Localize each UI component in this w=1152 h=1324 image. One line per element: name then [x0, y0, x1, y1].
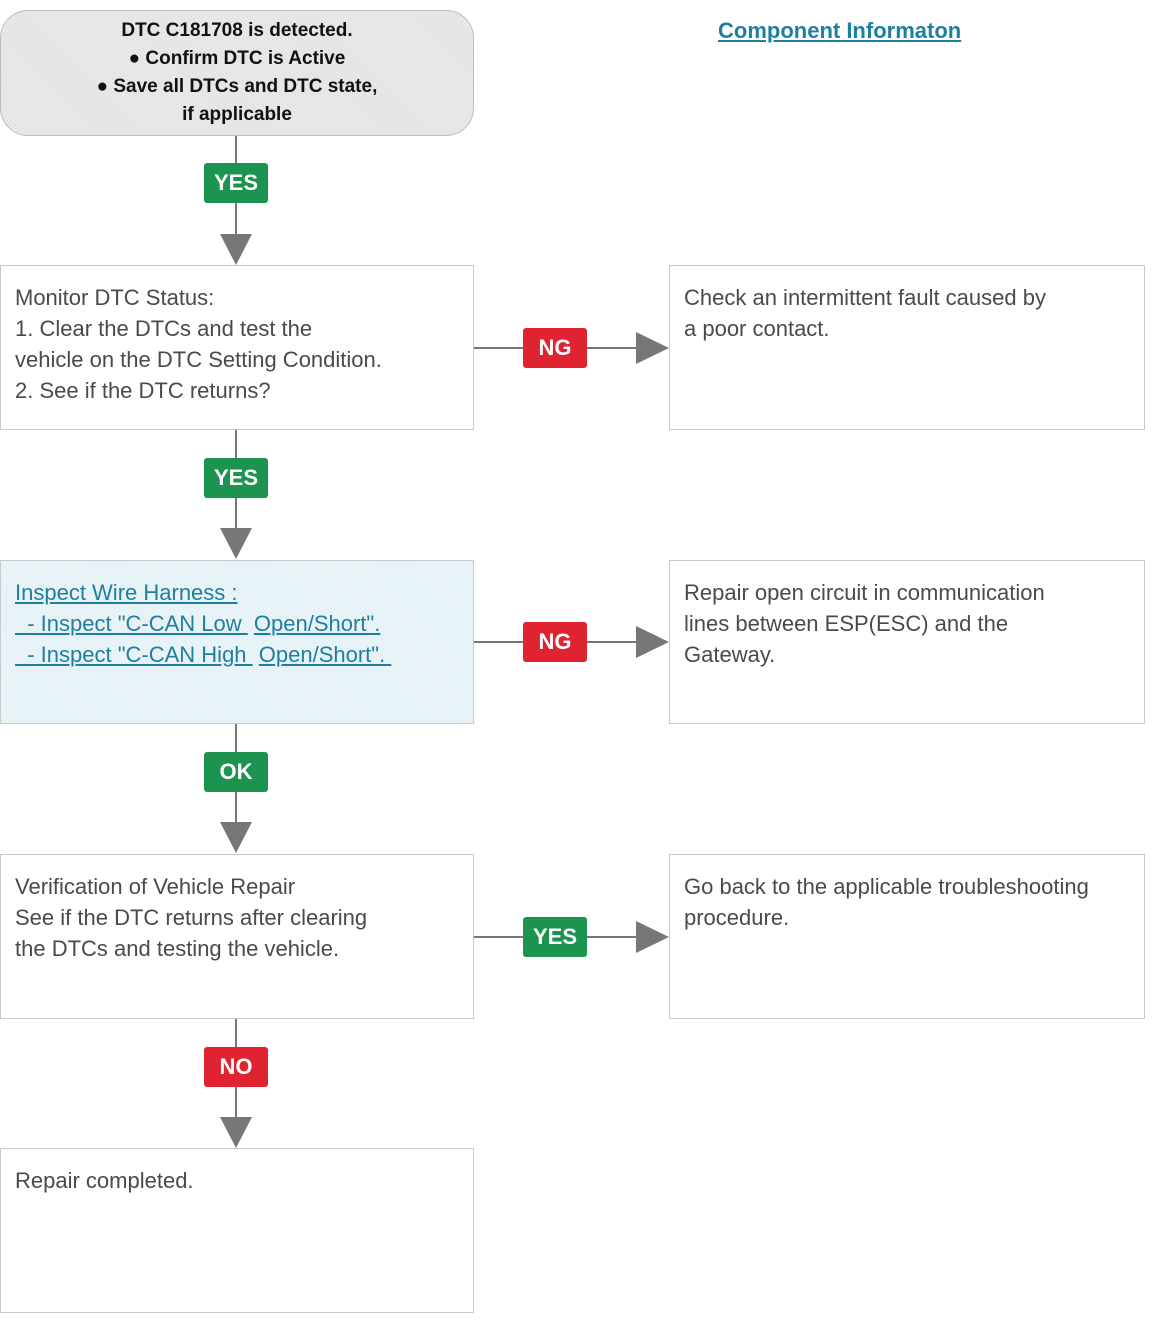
start-line-3: ● Save all DTCs and DTC state,	[96, 76, 378, 97]
arrow-down-icon	[220, 822, 252, 853]
ng-badge: NG	[523, 328, 587, 368]
go-back-box: Go back to the applicable troubleshooting procedure.	[669, 854, 1145, 1019]
inspect-wire-harness-box	[0, 560, 474, 724]
ng-badge: NG	[523, 622, 587, 662]
start-node	[0, 10, 474, 136]
start-line-4: if applicable	[182, 104, 292, 125]
c-can-low-open-short-link[interactable]: Open/Short".	[253, 611, 381, 636]
component-information-link[interactable]: Component Informaton	[718, 18, 962, 43]
monitor-dtc-status-box: Monitor DTC Status: 1. Clear the DTCs and test the vehicle on the DTC Setting Condition. 2. See if the DTC returns?	[0, 265, 474, 430]
yes-badge: YES	[523, 917, 587, 957]
intermittent-fault-box: Check an intermittent fault caused by a poor contact.	[669, 265, 1145, 430]
arrow-down-icon	[220, 528, 252, 559]
arrow-right-icon	[636, 626, 669, 658]
repair-completed-box: Repair completed.	[0, 1148, 474, 1313]
arrow-down-icon	[220, 234, 252, 265]
ok-badge: OK	[204, 752, 268, 792]
yes-badge: YES	[204, 163, 268, 203]
c-can-high-link[interactable]: - Inspect "C-CAN High	[15, 642, 253, 667]
yes-badge: YES	[204, 458, 268, 498]
arrow-down-icon	[220, 1117, 252, 1148]
inspect-wire-harness-link[interactable]: Inspect Wire Harness :	[15, 580, 238, 605]
start-line-1: DTC C181708 is detected.	[121, 20, 353, 41]
start-line-2: ● Confirm DTC is Active	[128, 48, 346, 69]
arrow-right-icon	[636, 921, 669, 953]
c-can-high-open-short-link[interactable]: Open/Short".	[258, 642, 392, 667]
c-can-low-link[interactable]: - Inspect "C-CAN Low	[15, 611, 248, 636]
no-badge: NO	[204, 1047, 268, 1087]
arrow-right-icon	[636, 332, 669, 364]
repair-open-circuit-box: Repair open circuit in communication lines between ESP(ESC) and the Gateway.	[669, 560, 1145, 724]
verification-box: Verification of Vehicle Repair See if the DTC returns after clearing the DTCs and testing the vehicle.	[0, 854, 474, 1019]
